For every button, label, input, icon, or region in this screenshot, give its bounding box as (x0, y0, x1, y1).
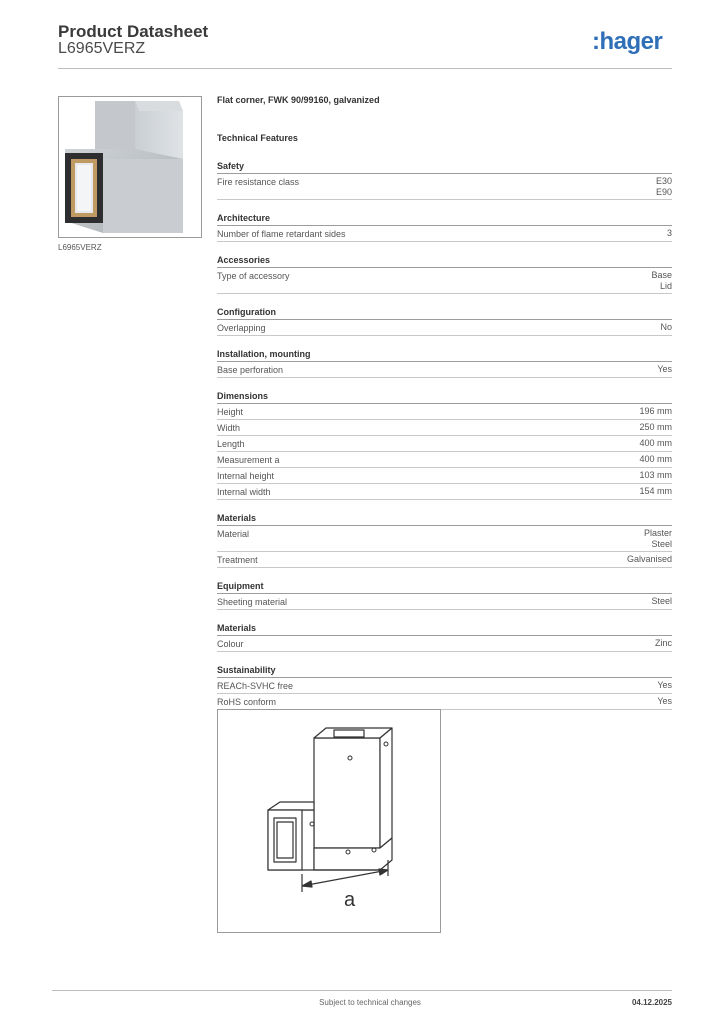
feature-value-line: 154 mm (639, 486, 672, 496)
drawing-graphic (218, 710, 440, 932)
group-title: Dimensions (217, 390, 672, 404)
feature-value-line: 250 mm (639, 422, 672, 432)
technical-content (217, 94, 672, 736)
feature-row (217, 320, 672, 336)
group-title: Installation, mounting (217, 348, 672, 362)
feature-group (217, 254, 672, 294)
feature-value-line: Zinc (654, 638, 672, 648)
feature-value (639, 454, 672, 466)
feature-value (639, 470, 672, 482)
feature-value (667, 228, 672, 240)
feature-group (217, 306, 672, 336)
feature-value (639, 486, 672, 498)
feature-group (217, 390, 672, 500)
feature-label: Colour (217, 639, 244, 649)
feature-value (656, 176, 672, 198)
feature-value (651, 596, 672, 608)
feature-row (217, 436, 672, 452)
feature-value-line: Yes (657, 696, 672, 706)
page-title: Product Datasheet (58, 22, 209, 41)
feature-row (217, 420, 672, 436)
feature-value (657, 696, 672, 708)
technical-features-heading: Technical Features (217, 133, 298, 143)
feature-row (217, 268, 672, 294)
footer-date: 04.12.2025 (631, 998, 672, 1007)
product-photo-graphic (59, 97, 201, 237)
technical-drawing (217, 709, 441, 933)
feature-value-line: Base (651, 270, 672, 280)
feature-value-line: E90 (655, 187, 672, 197)
feature-row (217, 362, 672, 378)
feature-label: Base perforation (217, 365, 284, 375)
feature-row (217, 636, 672, 652)
feature-label: Sheeting material (217, 597, 288, 607)
feature-row (217, 452, 672, 468)
brand-logo: :hager (592, 28, 663, 55)
feature-row (217, 526, 672, 552)
feature-row (217, 468, 672, 484)
header-divider (58, 68, 672, 69)
feature-value (655, 638, 672, 650)
feature-value-line: Galvanised (626, 554, 672, 564)
feature-label: Internal height (217, 471, 275, 481)
feature-row (217, 484, 672, 500)
feature-row (217, 404, 672, 420)
feature-row (217, 226, 672, 242)
feature-value-line: No (660, 322, 672, 332)
photo-caption: L6965VERZ (58, 243, 102, 252)
feature-value (660, 322, 672, 334)
feature-label: Length (217, 439, 245, 449)
group-title: Materials (217, 622, 672, 636)
feature-group (217, 580, 672, 610)
feature-label: Fire resistance class (217, 177, 300, 187)
group-title: Materials (217, 512, 672, 526)
feature-label: REACh-SVHC free (217, 681, 294, 691)
feature-group (217, 160, 672, 200)
feature-row (217, 174, 672, 200)
feature-label: Measurement a (217, 455, 280, 465)
product-title: Flat corner, FWK 90/99160, galvanized (217, 95, 380, 105)
feature-value-line: E30 (655, 176, 672, 186)
feature-value-line: Plaster (643, 528, 672, 538)
feature-groups (217, 160, 672, 710)
feature-value (657, 364, 672, 376)
feature-value (639, 406, 672, 418)
dimension-label-a: a (344, 889, 356, 911)
feature-value (657, 680, 672, 692)
feature-value-line: Steel (651, 539, 672, 549)
feature-value (651, 270, 672, 292)
group-title: Accessories (217, 254, 672, 268)
feature-group (217, 512, 672, 568)
feature-group (217, 622, 672, 652)
footer-divider (52, 990, 672, 991)
feature-label: Internal width (217, 487, 271, 497)
group-title: Sustainability (217, 664, 672, 678)
product-code: L6965VERZ (58, 40, 146, 57)
feature-value (639, 438, 672, 450)
feature-value-line: 196 mm (639, 406, 672, 416)
product-photo (58, 96, 202, 238)
feature-value-line: 3 (666, 228, 672, 238)
feature-row (217, 694, 672, 710)
group-title: Equipment (217, 580, 672, 594)
group-title: Architecture (217, 212, 672, 226)
feature-label: Type of accessory (217, 271, 290, 281)
feature-label: Number of flame retardant sides (217, 229, 346, 239)
feature-value-line: Steel (651, 596, 672, 606)
feature-group (217, 212, 672, 242)
group-title: Safety (217, 160, 672, 174)
logo-text: hager (599, 28, 663, 55)
feature-row (217, 594, 672, 610)
feature-row (217, 678, 672, 694)
feature-group (217, 348, 672, 378)
feature-value-line: 400 mm (639, 454, 672, 464)
feature-label: Treatment (217, 555, 258, 565)
feature-label: Width (217, 423, 241, 433)
feature-value-line: 400 mm (639, 438, 672, 448)
feature-value-line: 103 mm (639, 470, 672, 480)
footer-note: Subject to technical changes (319, 998, 421, 1007)
feature-group (217, 664, 672, 710)
feature-value-line: Yes (657, 680, 672, 690)
feature-value (627, 554, 672, 566)
feature-value-line: Yes (657, 364, 672, 374)
feature-value (644, 528, 672, 550)
feature-label: Height (217, 407, 244, 417)
group-title: Configuration (217, 306, 672, 320)
feature-row (217, 552, 672, 568)
feature-value-line: Lid (659, 281, 672, 291)
feature-label: Material (217, 529, 250, 539)
feature-label: RoHS conform (217, 697, 277, 707)
feature-label: Overlapping (217, 323, 266, 333)
feature-value (639, 422, 672, 434)
